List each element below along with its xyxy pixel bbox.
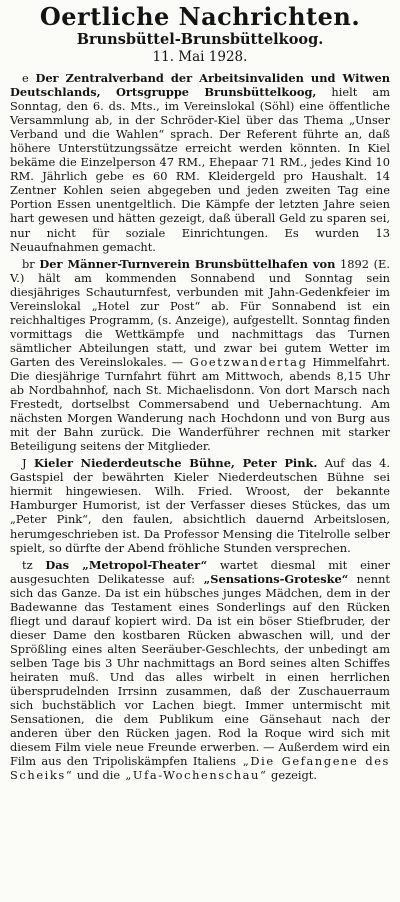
dateline: 11. Mai 1928. [152, 49, 248, 65]
article-maenner-turnverein [10, 257, 390, 454]
article-spaced-text: Goetzwandertag [183, 354, 308, 369]
location-subheadline: Brunsbüttel-Brunsbüttelkoog. [76, 31, 324, 48]
article-body: wartet diesmal mit einer ausgesuchten Delikatesse auf: [10, 557, 390, 586]
article-body-continued: Himmelfahrt. Die diesjährige Turnfahrt führt am Mittwoch, abends 8,15 Uhr ab Nordbahnhof, nach St. Michaelisdonn. Von dort Marsch nach Frestedt, dortselbst Commersabend und Uebernachtung. Am nächsten Morgen Wanderung nach Hochdonn und von Burg aus mit der Bahn zurück. Die Wanderführer rechnen mit starker Beteiligung seitens der Mitglieder. [10, 354, 390, 454]
article-lead: Kieler Niederdeutsche Bühne, Peter Pink. [33, 456, 318, 471]
article-body-end: gezeigt. [267, 768, 317, 783]
article-bold-text: „Sensations-Groteske“ [195, 571, 349, 586]
article-zentralverband [10, 71, 390, 254]
article-film-title: „Die Gefangene des Scheiks“ [10, 754, 391, 783]
article-lead: Das „Metropol-Theater“ [45, 557, 208, 572]
article-lead: Der Zentralverband der Arbeitsinvaliden und Witwen Deutschlands, Ortsgruppe Brunsbüttelkoog, [10, 71, 390, 100]
article-body-continued-2: und die [73, 768, 121, 783]
article-metropol-theater [10, 558, 390, 783]
article-niederdeutsche-buehne [10, 456, 390, 554]
article-body-continued: nennt sich das Ganze. Da ist ein hübsches junges Mädchen, dem in der Badewanne das Testament eines Sonderlings auf den Rücken fliegt und darauf kopiert wird. Da ist ein böser Stiefbruder, der dieser Dame den kostbaren Rücken abwaschen will, und der Sprößling eines alten Seeräuber-Geschlechts, der unbedingt am selben Tage bis 3 Uhr nachmittags an Bord seines alten Schiffes heiraten muß. Und das alles wirbelt in einen herrlichen übersprudelnden Irrsinn zusammen, daß der Zuschauerraum sich buchstäblich vor Lachen biegt. Immer untermischt mit Sensationen, die dem Publikum eine Gänsehaut nach der anderen über den Rücken jagen. Rod la Roque wird sich mit diesem Film viele neue Freunde erwerben. — Außerdem wird ein Film aus den Tripoliskämpfen Italiens [10, 571, 390, 769]
article-lead: Der Männer-Turnverein Brunsbüttelhafen von [39, 256, 336, 271]
article-film-title-2: „Ufa-Wochenschau“ [120, 768, 268, 783]
article-body: Auf das 4. Gastspiel der bewährten Kieler Niederdeutschen Bühne sei hiermit hingewiesen. Wilh. Fried. Wroost, der bekannte Hamburger Humorist, ist der Verfasser dieses Stückes, das um „Peter Pink“, den faulen, absichtlich dauernd Arbeitslosen, herumgeschrieben ist. Da Professor Mensing die Titelrolle selber spielt, so dürfte der Abend fröhliche Stunden versprechen. [10, 456, 390, 555]
article-mark: J [22, 456, 27, 471]
article-body: 1892 (E. V.) hält am kommenden Sonnabend und Sonntag sein diesjähriges Schauturnfest, verbunden mit Jahn-Gedenkfeier im Vereinslokal „Hotel zur Post“ ab. Für Sonnabend ist ein reichhaltiges Programm, (s. Anzeige), aufgestellt. Sonntag finden vormittags die Wettkämpfe und nachmittags das Turnen sämtlicher Abteilungen statt, und zwar bei gutem Wetter im Garten des Vereinslokales. — [10, 256, 390, 369]
section-headline: Oertliche Nachrichten. [39, 2, 361, 31]
article-body: hielt am Sonntag, den 6. ds. Mts., im Vereinslokal (Söhl) eine öffentliche Versammlung ab, in der Schröder-Kiel über das Thema „Unser Verband und die Wahlen“ sprach. Der Referent führte an, daß höhere Unterstützungssätze erreicht werden könnten. In Kiel bekäme die Einzelperson 47 RM., Ehepaar 71 RM., jedes Kind 10 RM. Jährlich gebe es 60 RM. Kleidergeld pro Haushalt. 14 Zentner Kohlen seien abgegeben und jeden zweiten Tag eine Portion Essen unentgeltlich. Die Kämpfe der letzten Jahre seien hart gewesen und hätten gezeigt, daß überall Geld zu sparen sei, nur nicht für soziale Einrichtungen. Es wurden 13 Neuaufnahmen gemacht. [10, 85, 390, 254]
article-mark: e [22, 71, 29, 85]
article-mark: tz [22, 557, 33, 572]
article-mark: br [22, 256, 35, 271]
